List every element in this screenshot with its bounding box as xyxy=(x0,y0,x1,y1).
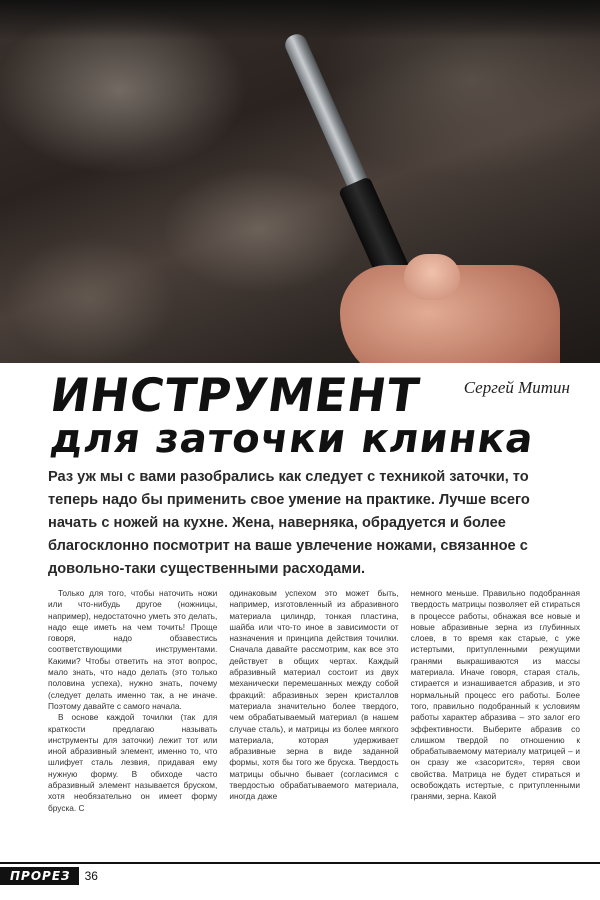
body-paragraph: Только для того, чтобы наточить ножи или что-нибудь другое (ножницы, например), недостаточно уметь это делать, надо еще иметь на чем точить! Проще говоря, надо обзавестись соответствующими инструментами. Какими? Чтобы ответить на этот вопрос, мало знать, что надо делать (это только половина успеха), нужно знать, почему (следует делать именно так, а не иначе. Поэтому давайте с самого начала. xyxy=(48,588,218,711)
magazine-brand: ПРОРЕЗ xyxy=(0,867,79,885)
body-paragraph: одинаковым успехом это может быть, например, изготовленный из абразивного материала цилиндр, тонкая пластина, шайба или что-то иное в зависимости от назначения и принципа действия точилки. Сначала давайте рассмотрим, как все это действует в общих чертах. Каждый абразивный материал состоит из двух механически перемешанных между собой фракций: абразивных зерен кристаллов материала значительно более твердого, чем обрабатываемый материал (в нашем случае сталь), и матрицы из более мягкого материала, которая удерживает абразивные зерна в виде заданной формы, хотя бы того же бруска. Твердость матрицы обычно бывает (согласимся с твердостью обрабатываемого материала, иногда даже xyxy=(229,588,399,802)
body-column-1 xyxy=(48,588,217,851)
body-column-3 xyxy=(411,588,580,851)
body-paragraph: В основе каждой точилки (так для краткости предлагаю называть инструменты для заточки) лежит тот или иной абразивный элемент, именно то, что шлифует сталь лезвия, придавая ему нужную форму. В обиходе часто абразивный элемент называется бруском, хотя необязательно он имеет форму бруска. С xyxy=(48,712,218,813)
article-title-line1: ИНСТРУМЕНТ xyxy=(47,368,424,422)
footer-rule xyxy=(0,862,600,864)
page-footer xyxy=(0,866,98,886)
knife-photo xyxy=(0,0,600,363)
article-body xyxy=(48,588,580,851)
thumb xyxy=(404,254,460,300)
body-paragraph: немного меньше. Правильно подобранная твердость матрицы позволяет ей стираться в процессе работы, обнажая все новые и новые абразивные зерна из глубинных слоев, в то время как старые, с уже истертыми, притупленными режущими гранями выкрашиваются из массы материала. Иначе говоря, старая сталь, стирается и изнашивается абразив, и это нормальный процесс его работы. Более того, правильно подобранный к условиям работы характер абразива – это залог его эффективности. Выберите абразив со слишком твердой по отношению к обрабатываемому материалу матрицей – и он сразу же «засорится», теряя свои свойства. Матрица не будет стираться и освобождать истертые, с притупленными гранями, зерна. Какой xyxy=(410,588,580,802)
author-name: Сергей Митин xyxy=(463,378,570,397)
article-lead: Раз уж мы с вами разобрались как следует с техникой заточки, то теперь надо бы применить свое умение на практике. Лучше всего начать с ножей на кухне. Жена, наверняка, обрадуется и более благосклонно посмотрит на ваше увлечение ножами, связанное с довольно-таки существенными расходами. xyxy=(48,469,530,577)
body-column-2 xyxy=(229,588,398,851)
page-number: 36 xyxy=(84,869,98,883)
article-title-line2: для заточки клинка xyxy=(47,416,537,462)
